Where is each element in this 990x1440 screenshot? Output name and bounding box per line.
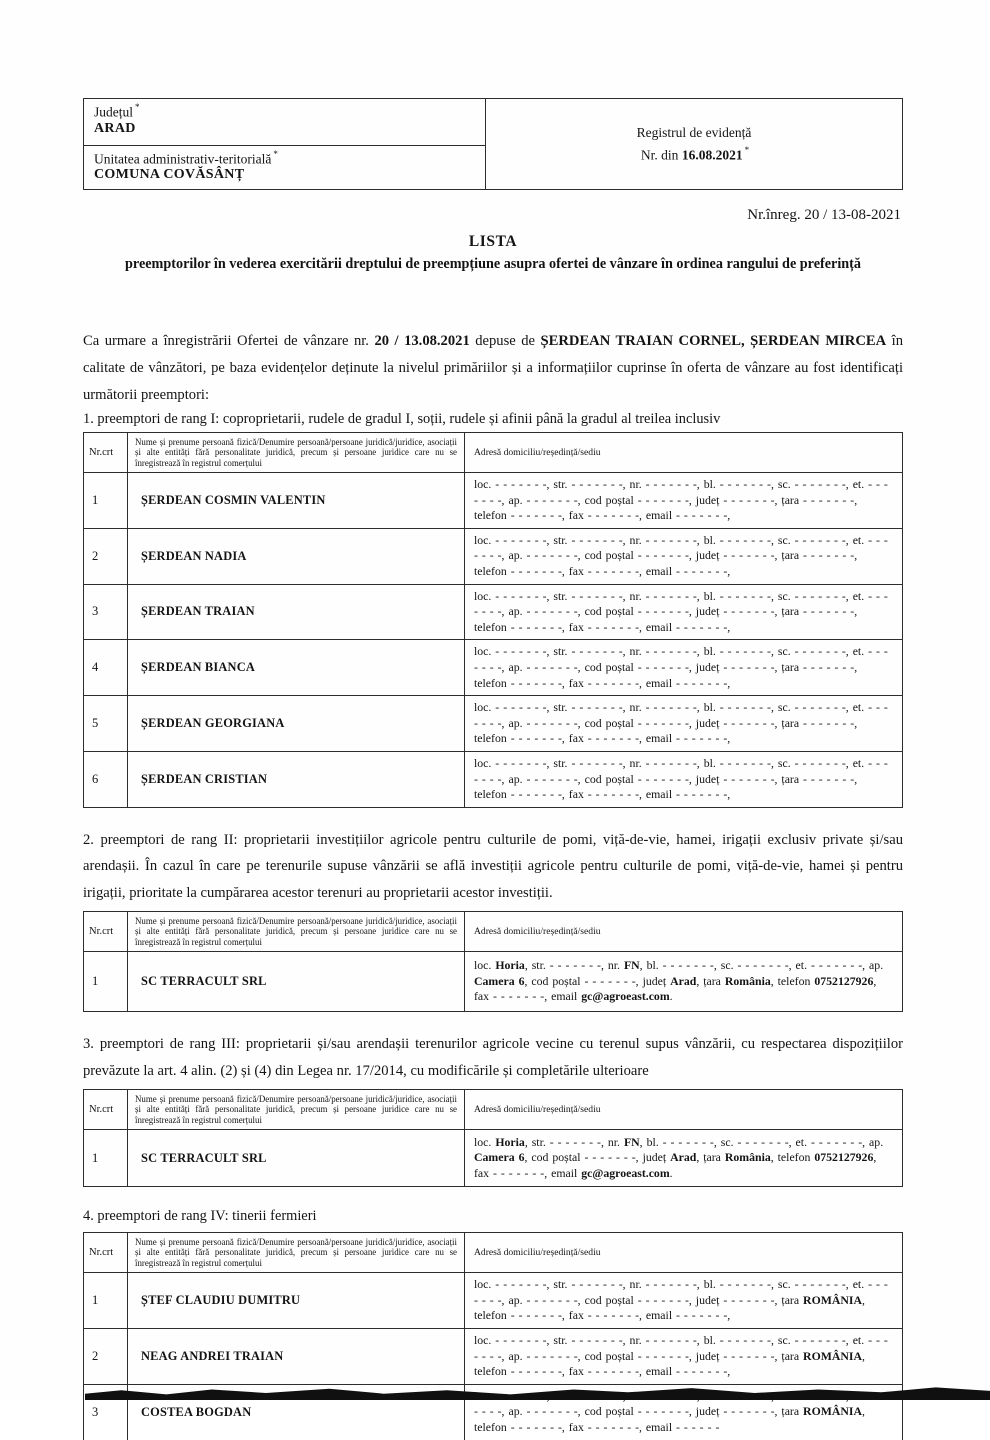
rank1-heading: 1. preemptori de rang I: coproprietarii, rudele de gradul I, soții, rudele și afinii până la gradul al treilea inclusiv bbox=[83, 411, 721, 427]
table-header-row bbox=[84, 433, 903, 473]
row-number: 3 bbox=[84, 584, 128, 640]
asterisk-mark: * bbox=[135, 102, 140, 112]
document-title: LISTA bbox=[468, 233, 518, 250]
address-cell: - - - -, ap. - - - - - - -, cod poștal - - - - - - -, județ - - - - - - -, țara ROMÂNIA, telefon - - - - - - -, fax - - - - - - -, email - - - - - - bbox=[465, 1384, 903, 1439]
address-cell: loc. - - - - - - -, str. - - - - - - -, nr. - - - - - - -, bl. - - - - - - -, sc. - - - - - - -, et. - - - - - - -, ap. - - - - - - -, cod poștal - - - - - - -, județ - - - - - - -, țara ROMÂNIA, telefon - - - - - - -, fax - - - - - - -, email - - - - - - -, bbox=[465, 1273, 903, 1329]
table-header-row bbox=[84, 1233, 903, 1273]
address-cell: loc. - - - - - - -, str. - - - - - - -, nr. - - - - - - -, bl. - - - - - - -, sc. - - - - - - -, et. - - - - - - -, ap. - - - - - - -, cod poștal - - - - - - -, județ - - - - - - -, țara - - - - - - -, telefon - - - - - - -, fax - - - - - - -, email - - - - - - -, bbox=[465, 640, 903, 696]
uat-label: Unitatea administrativ-teritorială * bbox=[94, 148, 278, 166]
col-name-header: Nume și prenume persoană fizică/Denumire persoană/persoane juridică/juridice, asociații și alte entități fără personalitate juridică, precum și persoane juridice care nu se înregistrează în registrul comerțului bbox=[128, 1090, 465, 1130]
address-cell: loc. - - - - - - -, str. - - - - - - -, nr. - - - - - - -, bl. - - - - - - -, sc. - - - - - - -, et. - - - - - - -, ap. - - - - - - -, cod poștal - - - - - - -, județ - - - - - - -, țara ROMÂNIA, telefon - - - - - - -, fax - - - - - - -, email - - - - - - -, bbox=[465, 1328, 903, 1384]
col-address-header: Adresă domiciliu/reședință/sediu bbox=[465, 1090, 903, 1130]
registration-number: Nr.înreg. 20 / 13-08-2021 bbox=[747, 207, 901, 223]
table-row bbox=[84, 528, 903, 584]
table-row bbox=[84, 473, 903, 529]
preemptor-name: ȘERDEAN GEORGIANA bbox=[128, 696, 465, 752]
preemptor-name: NEAG ANDREI TRAIAN bbox=[128, 1328, 465, 1384]
table-row bbox=[84, 696, 903, 752]
page-content bbox=[83, 98, 903, 1440]
table-row bbox=[84, 751, 903, 807]
col-number-header: Nr.crt bbox=[84, 1090, 128, 1130]
preemptor-name: SC TERRACULT SRL bbox=[128, 1130, 465, 1187]
county-label: Județul * bbox=[94, 102, 140, 120]
registry-date: 16.08.2021 bbox=[681, 147, 743, 163]
row-number: 3 bbox=[84, 1384, 128, 1439]
table-row bbox=[84, 952, 903, 1012]
col-address-header: Adresă domiciliu/reședință/sediu bbox=[465, 433, 903, 473]
table-row bbox=[84, 584, 903, 640]
rank2-paragraph: 2. preemptori de rang II: proprietarii investițiilor agricole pentru culturile de pomi, viță-de-vie, hamei, irigații exclusiv private și/sau arendașii. În cazul în care pe terenurile supuse vânzării se află investiții agricole pentru culturile de pomi, viță-de-vie, hamei și pentru irigații, prioritate la cumpărarea acestor terenuri au proprietarii acestor investiții. bbox=[83, 831, 903, 901]
row-number: 1 bbox=[84, 473, 128, 529]
asterisk-mark: * bbox=[744, 145, 750, 156]
col-name-header: Nume și prenume persoană fizică/Denumire persoană/persoane juridică/juridice, asociații și alte entități fără personalitate juridică, precum și persoane juridice care nu se înregistrează în registrul comerțului bbox=[128, 1233, 465, 1273]
intro-paragraph: Ca urmare a înregistrării Ofertei de vânzare nr. 20 / 13.08.2021 depuse de ȘERDEAN TRAIAN CORNEL, ȘERDEAN MIRCEA în calitate de vânzători, pe baza evidențelor deținute la nivelul primăriilor și a informațiilor cuprinse în oferta de vânzare au fost identificați următorii preemptori: bbox=[83, 333, 903, 403]
col-address-header: Adresă domiciliu/reședință/sediu bbox=[465, 912, 903, 952]
preemptor-name: ȘERDEAN COSMIN VALENTIN bbox=[128, 473, 465, 529]
registry-number-line: Nr. din 16.08.2021 * bbox=[640, 145, 750, 163]
address-cell: loc. - - - - - - -, str. - - - - - - -, nr. - - - - - - -, bl. - - - - - - -, sc. - - - - - - -, et. - - - - - - -, ap. - - - - - - -, cod poștal - - - - - - -, județ - - - - - - -, țara - - - - - - -, telefon - - - - - - -, fax - - - - - - -, email - - - - - - -, bbox=[465, 584, 903, 640]
address-cell: loc. - - - - - - -, str. - - - - - - -, nr. - - - - - - -, bl. - - - - - - -, sc. - - - - - - -, et. - - - - - - -, ap. - - - - - - -, cod poștal - - - - - - -, județ - - - - - - -, țara - - - - - - -, telefon - - - - - - -, fax - - - - - - -, email - - - - - - -, bbox=[465, 696, 903, 752]
row-number: 1 bbox=[84, 1130, 128, 1187]
row-number: 2 bbox=[84, 528, 128, 584]
header-box bbox=[83, 98, 903, 190]
col-number-header: Nr.crt bbox=[84, 1233, 128, 1273]
row-number: 6 bbox=[84, 751, 128, 807]
county-cell bbox=[84, 99, 485, 146]
address-cell: loc. Horia, str. - - - - - - -, nr. FN, bl. - - - - - - -, sc. - - - - - - -, et. - - - - - - -, ap. Camera 6, cod poștal - - - - - - -, județ Arad, țara România, telefon 0752127926, fax - - - - - - -, email gc@agroeast.com. bbox=[465, 1130, 903, 1187]
address-cell: loc. - - - - - - -, str. - - - - - - -, nr. - - - - - - -, bl. - - - - - - -, sc. - - - - - - -, et. - - - - - - -, ap. - - - - - - -, cod poștal - - - - - - -, județ - - - - - - -, țara - - - - - - -, telefon - - - - - - -, fax - - - - - - -, email - - - - - - -, bbox=[465, 751, 903, 807]
asterisk-mark: * bbox=[273, 148, 278, 159]
rank3-paragraph: 3. preemptori de rang III: proprietarii și/sau arendașii terenurilor agricole vecine cu terenul supus vânzării, cu respectarea dispozițiilor prevăzute la art. 4 alin. (2) și (4) din Legea nr. 17/2014, cu modificările și completările ulterioare bbox=[83, 1036, 903, 1079]
table-header-row bbox=[84, 1090, 903, 1130]
table-row bbox=[84, 1130, 903, 1187]
preemptor-name: ȘERDEAN BIANCA bbox=[128, 640, 465, 696]
row-number: 2 bbox=[84, 1328, 128, 1384]
row-number: 1 bbox=[84, 1273, 128, 1329]
preemptor-name: ȘERDEAN NADIA bbox=[128, 528, 465, 584]
preemptor-name: ȘERDEAN CRISTIAN bbox=[128, 751, 465, 807]
table-row bbox=[84, 640, 903, 696]
col-name-header: Nume și prenume persoană fizică/Denumire persoană/persoane juridică/juridice, asociații și alte entități fără personalitate juridică, precum și persoane juridice care nu se înregistrează în registrul comerțului bbox=[128, 912, 465, 952]
uat-cell bbox=[84, 146, 485, 190]
address-cell: loc. - - - - - - -, str. - - - - - - -, nr. - - - - - - -, bl. - - - - - - -, sc. - - - - - - -, et. - - - - - - -, ap. - - - - - - -, cod poștal - - - - - - -, județ - - - - - - -, țara - - - - - - -, telefon - - - - - - -, fax - - - - - - -, email - - - - - - -, bbox=[465, 528, 903, 584]
row-number: 5 bbox=[84, 696, 128, 752]
uat-value: COMUNA COVĂSÂNȚ bbox=[94, 167, 245, 182]
preemptor-name: ȘTEF CLAUDIU DUMITRU bbox=[128, 1273, 465, 1329]
address-cell: loc. - - - - - - -, str. - - - - - - -, nr. - - - - - - -, bl. - - - - - - -, sc. - - - - - - -, et. - - - - - - -, ap. - - - - - - -, cod poștal - - - - - - -, județ - - - - - - -, țara - - - - - - -, telefon - - - - - - -, fax - - - - - - -, email - - - - - - -, bbox=[465, 473, 903, 529]
col-number-header: Nr.crt bbox=[84, 433, 128, 473]
preemptor-name: COSTEA BOGDAN bbox=[128, 1384, 465, 1439]
registry-title: Registrul de evidență bbox=[636, 125, 752, 141]
rank4-heading: 4. preemptori de rang IV: tinerii fermieri bbox=[83, 1208, 317, 1225]
col-address-header: Adresă domiciliu/reședință/sediu bbox=[465, 1233, 903, 1273]
county-value: ARAD bbox=[94, 120, 136, 136]
address-cell: loc. Horia, str. - - - - - - -, nr. FN, bl. - - - - - - -, sc. - - - - - - -, et. - - - - - - -, ap. Camera 6, cod poștal - - - - - - -, județ Arad, țara România, telefon 0752127926, fax - - - - - - -, email gc@agroeast.com. bbox=[465, 952, 903, 1012]
rank2-table bbox=[83, 911, 903, 1012]
preemptor-name: ȘERDEAN TRAIAN bbox=[128, 584, 465, 640]
preemptor-name: SC TERRACULT SRL bbox=[128, 952, 465, 1012]
table-row bbox=[84, 1273, 903, 1329]
rank3-table bbox=[83, 1089, 903, 1187]
table-row bbox=[84, 1328, 903, 1384]
document-subtitle: preemptorilor în vederea exercitării dreptului de preempțiune asupra ofertei de vânzare în ordinea rangului de preferință bbox=[125, 256, 861, 272]
rank1-table bbox=[83, 432, 903, 808]
rank4-table bbox=[83, 1232, 903, 1439]
table-header-row bbox=[84, 912, 903, 952]
header-left-column bbox=[84, 99, 486, 189]
col-number-header: Nr.crt bbox=[84, 912, 128, 952]
row-number: 4 bbox=[84, 640, 128, 696]
col-name-header: Nume și prenume persoană fizică/Denumire persoană/persoane juridică/juridice, asociații și alte entități fără personalitate juridică, precum și persoane juridice care nu se înregistrează în registrul comerțului bbox=[128, 433, 465, 473]
row-number: 1 bbox=[84, 952, 128, 1012]
registry-cell bbox=[486, 99, 902, 189]
